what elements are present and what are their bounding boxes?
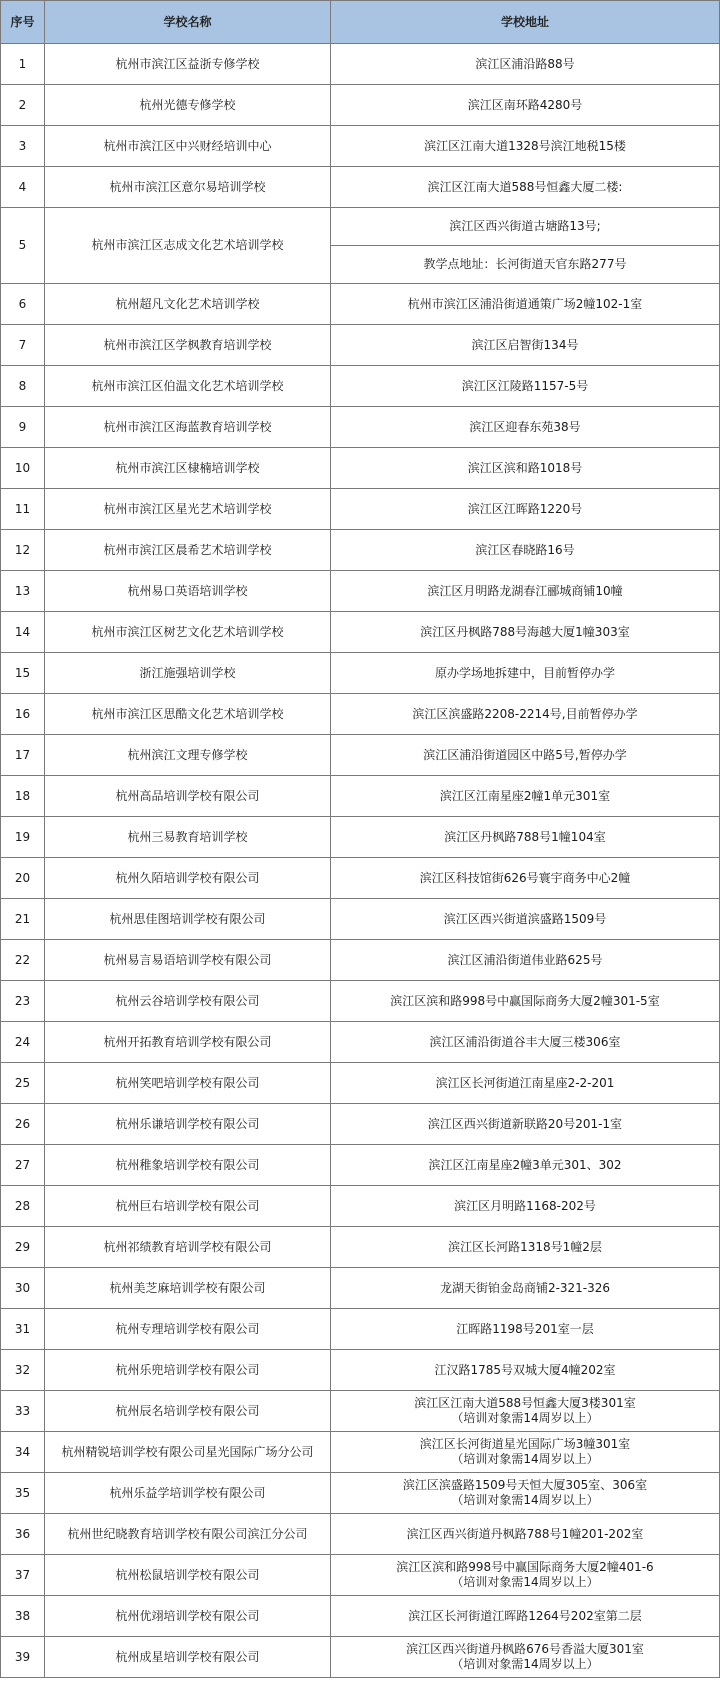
row-number: 22: [1, 940, 45, 981]
school-address: 江汉路1785号双城大厦4幢202室: [331, 1350, 720, 1391]
school-address: 滨江区西兴街道丹枫路788号1幢201-202室: [331, 1514, 720, 1555]
school-address: [331, 1391, 720, 1432]
row-number: 9: [1, 407, 45, 448]
address-line: 滨江区西兴街道丹枫路676号香溢大厦301室: [406, 1642, 644, 1656]
school-name: 杭州稚象培训学校有限公司: [45, 1145, 331, 1186]
table-row: [1, 1104, 720, 1145]
school-name: 杭州市滨江区伯温文化艺术培训学校: [45, 366, 331, 407]
row-number: 30: [1, 1268, 45, 1309]
table-row: [1, 1637, 720, 1678]
school-name: 杭州笑吧培训学校有限公司: [45, 1063, 331, 1104]
row-number: 4: [1, 167, 45, 208]
school-name: 杭州市滨江区志成文化艺术培训学校: [45, 208, 331, 284]
row-number: 39: [1, 1637, 45, 1678]
school-address: 滨江区长河街道江南星座2-2-201: [331, 1063, 720, 1104]
school-name: 杭州成星培训学校有限公司: [45, 1637, 331, 1678]
row-number: 37: [1, 1555, 45, 1596]
school-name: 杭州优翊培训学校有限公司: [45, 1596, 331, 1637]
row-number: 27: [1, 1145, 45, 1186]
school-address: [331, 1637, 720, 1678]
table-row: [1, 653, 720, 694]
school-name: 杭州滨江文理专修学校: [45, 735, 331, 776]
row-number: 16: [1, 694, 45, 735]
row-number: 38: [1, 1596, 45, 1637]
school-name: 杭州市滨江区思酷文化艺术培训学校: [45, 694, 331, 735]
school-address: 滨江区西兴街道滨盛路1509号: [331, 899, 720, 940]
table-row: [1, 612, 720, 653]
row-number: 21: [1, 899, 45, 940]
school-name: 杭州光德专修学校: [45, 85, 331, 126]
address-line: 滨江区江南大道588号恒鑫大厦3楼301室: [414, 1396, 636, 1410]
school-address: 滨江区浦沿路88号: [331, 44, 720, 85]
school-address: 滨江区丹枫路788号1幢104室: [331, 817, 720, 858]
row-number: 13: [1, 571, 45, 612]
school-address: 原办学场地拆建中，目前暂停办学: [331, 653, 720, 694]
school-address: 滨江区浦沿街道谷丰大厦三楼306室: [331, 1022, 720, 1063]
table-row: [1, 489, 720, 530]
row-number: 7: [1, 325, 45, 366]
table-row: [1, 1309, 720, 1350]
school-address: 滨江区滨和路998号中赢国际商务大厦2幢301-5室: [331, 981, 720, 1022]
school-address: 滨江区滨和路1018号: [331, 448, 720, 489]
school-name: 杭州美芝麻培训学校有限公司: [45, 1268, 331, 1309]
address-line: 滨江区长河街道星光国际广场3幢301室: [419, 1437, 631, 1451]
school-address: [331, 1432, 720, 1473]
address-line: 滨江区滨盛路1509号天恒大厦305室、306室: [402, 1478, 648, 1492]
school-address: 滨江区江晖路1220号: [331, 489, 720, 530]
school-name: 杭州易口英语培训学校: [45, 571, 331, 612]
school-name: 杭州三易教育培训学校: [45, 817, 331, 858]
school-address: 江晖路1198号201室一层: [331, 1309, 720, 1350]
row-number: 28: [1, 1186, 45, 1227]
school-name: 杭州市滨江区意尔易培训学校: [45, 167, 331, 208]
row-number: 6: [1, 284, 45, 325]
address-note: （培训对象需14周岁以上）: [451, 1411, 599, 1425]
table-body: [1, 44, 720, 1678]
row-number: 17: [1, 735, 45, 776]
table-row: [1, 325, 720, 366]
table-row: [1, 1022, 720, 1063]
table-row: [1, 1145, 720, 1186]
table-row: [1, 448, 720, 489]
school-name: 杭州辰名培训学校有限公司: [45, 1391, 331, 1432]
table-row: [1, 1227, 720, 1268]
school-name: 杭州市滨江区学枫教育培训学校: [45, 325, 331, 366]
header-row: [1, 1, 720, 44]
school-address: 滨江区浦沿街道伟业路625号: [331, 940, 720, 981]
table-row: [1, 1063, 720, 1104]
school-name: 杭州思佳图培训学校有限公司: [45, 899, 331, 940]
row-number: 3: [1, 126, 45, 167]
table-row: [1, 167, 720, 208]
school-name: 杭州乐益学培训学校有限公司: [45, 1473, 331, 1514]
table-row: [1, 817, 720, 858]
school-name: 杭州云谷培训学校有限公司: [45, 981, 331, 1022]
row-number: 24: [1, 1022, 45, 1063]
row-number: 11: [1, 489, 45, 530]
school-name: 杭州市滨江区棣楠培训学校: [45, 448, 331, 489]
row-number: 31: [1, 1309, 45, 1350]
school-address: 滨江区启智街134号: [331, 325, 720, 366]
school-name: 杭州高品培训学校有限公司: [45, 776, 331, 817]
table-row: [1, 530, 720, 571]
address-note: （培训对象需14周岁以上）: [451, 1452, 599, 1466]
school-name: 杭州巨右培训学校有限公司: [45, 1186, 331, 1227]
school-name: 杭州开拓教育培训学校有限公司: [45, 1022, 331, 1063]
row-number: 29: [1, 1227, 45, 1268]
row-number: 33: [1, 1391, 45, 1432]
row-number: 36: [1, 1514, 45, 1555]
table-row: [1, 1596, 720, 1637]
table-row: [1, 899, 720, 940]
address-note: （培训对象需14周岁以上）: [451, 1657, 599, 1671]
school-address: 滨江区西兴街道新联路20号201-1室: [331, 1104, 720, 1145]
row-number: 23: [1, 981, 45, 1022]
table-row: [1, 1432, 720, 1473]
table-row: [1, 571, 720, 612]
school-address: 滨江区月明路龙湖春江郦城商铺10幢: [331, 571, 720, 612]
table-row: [1, 1473, 720, 1514]
table-row: [1, 1186, 720, 1227]
school-name: 杭州超凡文化艺术培训学校: [45, 284, 331, 325]
row-number: 20: [1, 858, 45, 899]
school-address: 滨江区科技馆街626号寰宇商务中心2幢: [331, 858, 720, 899]
school-name: 杭州市滨江区星光艺术培训学校: [45, 489, 331, 530]
school-address: 滨江区长河路1318号1幢2层: [331, 1227, 720, 1268]
row-number: 18: [1, 776, 45, 817]
row-number: 26: [1, 1104, 45, 1145]
school-address: 滨江区迎春东苑38号: [331, 407, 720, 448]
table-row: [1, 44, 720, 85]
address-note: （培训对象需14周岁以上）: [451, 1575, 599, 1589]
school-address: [331, 1555, 720, 1596]
row-number: 14: [1, 612, 45, 653]
school-name: 杭州市滨江区海蓝教育培训学校: [45, 407, 331, 448]
table-row: [1, 366, 720, 407]
row-number: 1: [1, 44, 45, 85]
school-name: 杭州乐兜培训学校有限公司: [45, 1350, 331, 1391]
table-row: [1, 85, 720, 126]
school-address: 滨江区丹枫路788号海越大厦1幢303室: [331, 612, 720, 653]
school-name: 杭州精锐培训学校有限公司星光国际广场分公司: [45, 1432, 331, 1473]
school-name: 杭州专理培训学校有限公司: [45, 1309, 331, 1350]
table-row: [1, 981, 720, 1022]
school-address: 滨江区南环路4280号: [331, 85, 720, 126]
school-address: 滨江区江南大道1328号滨江地税15楼: [331, 126, 720, 167]
school-address-secondary: 教学点地址：长河街道天官东路277号: [331, 246, 720, 284]
school-address: 杭州市滨江区浦沿街道通策广场2幢102-1室: [331, 284, 720, 325]
header-school-address: 学校地址: [331, 1, 720, 44]
school-address: 滨江区江陵路1157-5号: [331, 366, 720, 407]
school-address: 滨江区浦沿街道园区中路5号,暂停办学: [331, 735, 720, 776]
row-number: 12: [1, 530, 45, 571]
row-number: 10: [1, 448, 45, 489]
table-row: [1, 1514, 720, 1555]
row-number: 32: [1, 1350, 45, 1391]
table-row: [1, 940, 720, 981]
school-name: 杭州松鼠培训学校有限公司: [45, 1555, 331, 1596]
row-number: 8: [1, 366, 45, 407]
table-row: [1, 776, 720, 817]
school-address: 滨江区滨盛路2208-2214号,目前暂停办学: [331, 694, 720, 735]
school-address: 滨江区月明路1168-202号: [331, 1186, 720, 1227]
table-row: [1, 735, 720, 776]
row-number: 34: [1, 1432, 45, 1473]
school-name: 杭州乐谦培训学校有限公司: [45, 1104, 331, 1145]
school-name: 杭州市滨江区益浙专修学校: [45, 44, 331, 85]
school-name: 杭州易言易语培训学校有限公司: [45, 940, 331, 981]
school-address: 滨江区江南星座2幢1单元301室: [331, 776, 720, 817]
school-name: 杭州祁绩教育培训学校有限公司: [45, 1227, 331, 1268]
school-address: [331, 1473, 720, 1514]
table-row: [1, 1555, 720, 1596]
school-name: 杭州世纪晓教育培训学校有限公司滨江分公司: [45, 1514, 331, 1555]
school-name: 杭州市滨江区中兴财经培训中心: [45, 126, 331, 167]
header-number: 序号: [1, 1, 45, 44]
school-address: 龙湖天街铂金岛商铺2-321-326: [331, 1268, 720, 1309]
school-name: 浙江施强培训学校: [45, 653, 331, 694]
school-address: 滨江区西兴街道古塘路13号;: [331, 208, 720, 246]
table-row: [1, 208, 720, 246]
table-row: [1, 284, 720, 325]
row-number: 35: [1, 1473, 45, 1514]
school-address: 滨江区江南星座2幢3单元301、302: [331, 1145, 720, 1186]
table-row: [1, 694, 720, 735]
school-name: 杭州市滨江区晨希艺术培训学校: [45, 530, 331, 571]
table-row: [1, 858, 720, 899]
row-number: 5: [1, 208, 45, 284]
school-address: 滨江区春晓路16号: [331, 530, 720, 571]
table-row: [1, 407, 720, 448]
table-row: [1, 1350, 720, 1391]
row-number: 19: [1, 817, 45, 858]
address-note: （培训对象需14周岁以上）: [451, 1493, 599, 1507]
school-address: 滨江区江南大道588号恒鑫大厦二楼:: [331, 167, 720, 208]
address-line: 滨江区滨和路998号中赢国际商务大厦2幢401-6: [396, 1560, 654, 1574]
school-name: 杭州久陌培训学校有限公司: [45, 858, 331, 899]
table-row: [1, 1268, 720, 1309]
school-address: 滨江区长河街道江晖路1264号202室第二层: [331, 1596, 720, 1637]
row-number: 2: [1, 85, 45, 126]
row-number: 25: [1, 1063, 45, 1104]
row-number: 15: [1, 653, 45, 694]
header-school-name: 学校名称: [45, 1, 331, 44]
table-row: [1, 126, 720, 167]
table-row: [1, 1391, 720, 1432]
school-name: 杭州市滨江区树艺文化艺术培训学校: [45, 612, 331, 653]
